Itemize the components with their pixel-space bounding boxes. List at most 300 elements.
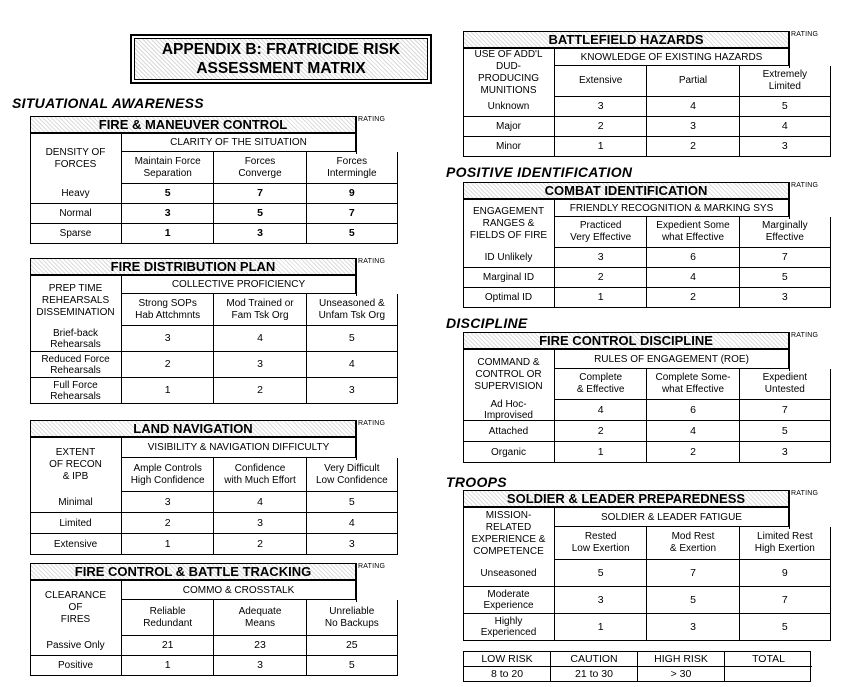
matrix-left-border bbox=[463, 48, 464, 157]
row-label-line: Marginal ID bbox=[482, 272, 535, 283]
column-header-line: Intermingle bbox=[327, 167, 377, 179]
matrix-left-border bbox=[463, 507, 464, 641]
soldier-leader-preparedness-risk-value: 5 bbox=[739, 614, 831, 641]
fire-distribution-plan-risk-value: 3 bbox=[306, 378, 398, 404]
column-header-line: Redundant bbox=[143, 617, 193, 629]
row-label-line: ID Unlikely bbox=[484, 252, 533, 263]
soldier-leader-preparedness-row-label bbox=[463, 587, 554, 614]
fire-distribution-plan-column-header bbox=[121, 294, 214, 326]
combat-identification-risk-value: 4 bbox=[646, 268, 738, 288]
summary-label-total: TOTAL bbox=[725, 652, 812, 667]
combat-identification-risk-value: 7 bbox=[739, 248, 831, 268]
fire-control-discipline-column-header bbox=[739, 369, 831, 400]
battlefield-hazards-subheader: KNOWLEDGE OF EXISTING HAZARDS bbox=[554, 48, 789, 66]
fire-control-discipline-risk-value: 2 bbox=[554, 421, 646, 442]
fire-control-discipline-row-header bbox=[463, 349, 554, 400]
summary-label-low-risk: LOW RISK bbox=[464, 652, 550, 667]
fire-maneuver-control-title: FIRE & MANEUVER CONTROL bbox=[30, 116, 356, 133]
fire-control-discipline-column-header bbox=[646, 369, 739, 400]
column-header-line: Strong SOPs bbox=[138, 297, 197, 309]
fire-maneuver-control-risk-value: 1 bbox=[121, 224, 213, 244]
row-label-line: Attached bbox=[488, 425, 529, 437]
fire-control-battle-tracking-title: FIRE CONTROL & BATTLE TRACKING bbox=[30, 563, 356, 580]
combat-identification-column-header bbox=[739, 217, 831, 248]
combat-identification-risk-value: 2 bbox=[554, 268, 646, 288]
matrix-label-top-border bbox=[463, 48, 554, 49]
combat-identification-risk-value: 5 bbox=[739, 268, 831, 288]
land-navigation-row-header bbox=[30, 437, 121, 492]
soldier-leader-preparedness-column-header bbox=[554, 527, 647, 560]
fire-control-discipline-risk-value: 6 bbox=[646, 400, 738, 421]
matrix-label-top-border bbox=[463, 507, 554, 508]
fire-maneuver-control-column-header bbox=[213, 152, 306, 184]
row-label-line: Extensive bbox=[53, 538, 98, 550]
land-navigation-row-label bbox=[30, 492, 121, 513]
matrix-label-top-border bbox=[463, 199, 554, 200]
column-header-line: Complete bbox=[579, 372, 623, 383]
fire-distribution-plan-risk-value: 2 bbox=[121, 352, 213, 378]
soldier-leader-preparedness-row-label bbox=[463, 560, 554, 587]
rating-divider bbox=[356, 258, 357, 296]
combat-identification-row-label bbox=[463, 268, 554, 288]
column-header-line: Extremely bbox=[762, 69, 808, 80]
column-header-line: Forces bbox=[244, 155, 276, 167]
row-label-line: Limited bbox=[59, 517, 92, 529]
heading-situational-awareness: SITUATIONAL AWARENESS bbox=[12, 95, 204, 111]
combat-identification-risk-value: 2 bbox=[646, 288, 738, 308]
fire-maneuver-control-row-header bbox=[30, 133, 121, 184]
summary-label-caution: CAUTION bbox=[551, 652, 637, 667]
row-label-line: Positive bbox=[57, 660, 93, 671]
fire-control-discipline-subheader: RULES OF ENGAGEMENT (ROE) bbox=[554, 349, 789, 369]
land-navigation-matrix bbox=[30, 420, 398, 555]
battlefield-hazards-row-label bbox=[463, 117, 554, 137]
fire-maneuver-control-risk-value: 5 bbox=[121, 184, 213, 204]
land-navigation-row-label bbox=[30, 534, 121, 555]
column-header-line: Forces bbox=[336, 155, 368, 167]
fire-control-discipline-risk-value: 3 bbox=[739, 442, 831, 463]
rating-label: RATING bbox=[358, 420, 386, 427]
row-label-line: Improvised bbox=[484, 410, 533, 421]
fire-control-battle-tracking-row-header bbox=[30, 580, 121, 636]
fire-distribution-plan-row-label bbox=[30, 378, 121, 404]
battlefield-hazards-risk-value: 5 bbox=[739, 97, 831, 117]
combat-identification-subheader: FRIENDLY RECOGNITION & MARKING SYS bbox=[554, 199, 789, 217]
rating-label: RATING bbox=[358, 258, 386, 265]
column-header-line: Partial bbox=[678, 75, 708, 86]
battlefield-hazards-row-label bbox=[463, 137, 554, 157]
combat-identification-row-header-line: FIELDS OF FIRE bbox=[469, 229, 548, 241]
combat-identification-column-header bbox=[554, 217, 647, 248]
column-header-line: Hab Attchmnts bbox=[135, 309, 201, 321]
matrix-right-border bbox=[397, 294, 398, 326]
row-label-line: Optimal ID bbox=[484, 292, 533, 303]
column-header-line: Untested bbox=[764, 384, 805, 395]
fire-control-battle-tracking-row-header-line: FIRES bbox=[60, 614, 91, 625]
fire-control-discipline-column-header bbox=[554, 369, 647, 400]
matrix-left-border bbox=[30, 437, 31, 555]
fire-maneuver-control-column-header bbox=[121, 152, 214, 184]
row-label-line: Heavy bbox=[61, 188, 90, 199]
column-header-line: Very Difficult bbox=[324, 462, 380, 474]
battlefield-hazards-risk-value: 3 bbox=[739, 137, 831, 157]
land-navigation-risk-value: 4 bbox=[213, 492, 305, 513]
rating-divider bbox=[356, 563, 357, 602]
fire-distribution-plan-row-label bbox=[30, 326, 121, 352]
land-navigation-risk-value: 4 bbox=[306, 513, 398, 534]
fire-control-battle-tracking-matrix bbox=[30, 563, 398, 676]
battlefield-hazards-matrix bbox=[463, 31, 831, 157]
battlefield-hazards-risk-value: 4 bbox=[646, 97, 738, 117]
matrix-label-top-border bbox=[30, 437, 121, 438]
summary-label-high-risk: HIGH RISK bbox=[638, 652, 724, 667]
battlefield-hazards-column-header bbox=[646, 66, 739, 97]
fire-control-battle-tracking-row-header-line: CLEARANCE bbox=[44, 590, 107, 601]
column-header-line: & Exertion bbox=[669, 543, 717, 554]
fire-maneuver-control-row-label bbox=[30, 184, 121, 204]
matrix-left-border bbox=[30, 580, 31, 676]
combat-identification-row-label bbox=[463, 248, 554, 268]
column-header-line: Separation bbox=[143, 167, 192, 179]
fire-maneuver-control-row-header-line: DENSITY OF bbox=[45, 146, 106, 158]
column-header-line: Unreliable bbox=[329, 605, 375, 617]
battlefield-hazards-risk-value: 3 bbox=[554, 97, 646, 117]
land-navigation-subheader: VISIBILITY & NAVIGATION DIFFICULTY bbox=[121, 437, 356, 458]
row-label-line: Ad Hoc- bbox=[490, 399, 527, 410]
matrix-label-top-border bbox=[463, 349, 554, 350]
land-navigation-row-header-line: & IPB bbox=[62, 470, 89, 482]
rating-divider bbox=[789, 332, 790, 371]
row-label-line: Reduced Force bbox=[41, 353, 110, 365]
soldier-leader-preparedness-row-header-line: MISSION- bbox=[485, 509, 532, 521]
combat-identification-column-header bbox=[646, 217, 739, 248]
row-label-line: Minimal bbox=[58, 496, 93, 508]
battlefield-hazards-risk-value: 3 bbox=[646, 117, 738, 137]
fire-distribution-plan-risk-value: 3 bbox=[121, 326, 213, 352]
battlefield-hazards-risk-value: 2 bbox=[554, 117, 646, 137]
fire-distribution-plan-risk-value: 1 bbox=[121, 378, 213, 404]
column-header-line: Maintain Force bbox=[134, 155, 201, 167]
row-label-line: Moderate bbox=[487, 589, 530, 600]
fire-control-battle-tracking-column-header bbox=[306, 600, 398, 636]
combat-identification-row-header bbox=[463, 199, 554, 248]
combat-identification-risk-value: 1 bbox=[554, 288, 646, 308]
matrix-right-border bbox=[397, 458, 398, 492]
matrix-right-border bbox=[830, 527, 831, 560]
appendix-title-line2: ASSESSMENT MATRIX bbox=[196, 60, 366, 77]
column-header-line: what Effective bbox=[661, 232, 725, 243]
fire-control-battle-tracking-row-label bbox=[30, 656, 121, 676]
soldier-leader-preparedness-risk-value: 9 bbox=[739, 560, 831, 587]
fire-distribution-plan-row-label bbox=[30, 352, 121, 378]
rating-label: RATING bbox=[358, 116, 386, 123]
battlefield-hazards-row-header bbox=[463, 48, 554, 97]
soldier-leader-preparedness-row-label bbox=[463, 614, 554, 641]
land-navigation-risk-value: 3 bbox=[121, 492, 213, 513]
soldier-leader-preparedness-row-header bbox=[463, 507, 554, 560]
matrix-right-border bbox=[830, 217, 831, 248]
column-header-line: Reliable bbox=[149, 605, 186, 617]
row-label-line: Rehearsals bbox=[50, 364, 101, 376]
column-header-line: Very Effective bbox=[570, 232, 632, 243]
column-header-line: Confidence bbox=[234, 462, 286, 474]
fire-maneuver-control-risk-value: 9 bbox=[306, 184, 398, 204]
column-header-line: & Effective bbox=[576, 384, 625, 395]
column-header-line: Mod Rest bbox=[671, 531, 715, 542]
column-header-line: Effective bbox=[765, 232, 804, 243]
soldier-leader-preparedness-row-header-line: COMPETENCE bbox=[473, 545, 544, 557]
rating-divider bbox=[789, 31, 790, 68]
rating-divider bbox=[356, 116, 357, 154]
row-label-line: Sparse bbox=[59, 228, 92, 239]
combat-identification-row-header-line: RANGES & bbox=[482, 217, 535, 229]
fire-control-discipline-risk-value: 1 bbox=[554, 442, 646, 463]
column-header-line: No Backups bbox=[324, 617, 379, 629]
battlefield-hazards-row-header-line: MUNITIONS bbox=[480, 84, 537, 96]
battlefield-hazards-risk-value: 4 bbox=[739, 117, 831, 137]
soldier-leader-preparedness-matrix bbox=[463, 490, 831, 641]
row-label-line: Normal bbox=[59, 208, 92, 219]
combat-identification-row-label bbox=[463, 288, 554, 308]
column-header-line: Rested bbox=[584, 531, 617, 542]
fire-maneuver-control-risk-value: 5 bbox=[306, 224, 398, 244]
land-navigation-risk-value: 2 bbox=[213, 534, 305, 555]
soldier-leader-preparedness-risk-value: 3 bbox=[554, 587, 646, 614]
land-navigation-row-header-line: EXTENT bbox=[55, 446, 96, 458]
battlefield-hazards-risk-value: 2 bbox=[646, 137, 738, 157]
summary-value-caution: 21 to 30 bbox=[575, 667, 613, 680]
column-header-line: Fam Tsk Org bbox=[231, 309, 289, 321]
rating-divider bbox=[789, 490, 790, 529]
soldier-leader-preparedness-row-header-line: EXPERIENCE & bbox=[471, 533, 546, 545]
combat-identification-risk-value: 3 bbox=[739, 288, 831, 308]
rating-divider bbox=[789, 182, 790, 219]
fire-distribution-plan-risk-value: 2 bbox=[213, 378, 305, 404]
column-header-line: Limited Rest bbox=[757, 531, 813, 542]
heading-troops: TROOPS bbox=[446, 474, 507, 490]
fire-maneuver-control-matrix bbox=[30, 116, 398, 244]
battlefield-hazards-title: BATTLEFIELD HAZARDS bbox=[463, 31, 789, 48]
rating-label: RATING bbox=[358, 563, 386, 570]
column-header-line: High Confidence bbox=[130, 474, 205, 486]
column-header-line: Extensive bbox=[578, 75, 623, 86]
fire-distribution-plan-row-header bbox=[30, 275, 121, 326]
matrix-right-border bbox=[830, 369, 831, 400]
land-navigation-row-label bbox=[30, 513, 121, 534]
rating-label: RATING bbox=[791, 182, 819, 189]
fire-distribution-plan-risk-value: 3 bbox=[213, 352, 305, 378]
row-label-line: Brief-back bbox=[52, 327, 98, 339]
appendix-title-line1: APPENDIX B: FRATRICIDE RISK bbox=[161, 41, 401, 58]
soldier-leader-preparedness-risk-value: 7 bbox=[739, 587, 831, 614]
column-header-line: Complete Some- bbox=[655, 372, 731, 383]
fire-control-discipline-risk-value: 2 bbox=[646, 442, 738, 463]
row-label-line: Full Force bbox=[53, 379, 98, 391]
matrix-right-border bbox=[397, 600, 398, 636]
matrix-label-top-border bbox=[30, 580, 121, 581]
fire-control-discipline-matrix bbox=[463, 332, 831, 463]
land-navigation-row-header-line: OF RECON bbox=[49, 458, 102, 470]
fire-control-battle-tracking-risk-value: 3 bbox=[213, 656, 305, 676]
soldier-leader-preparedness-risk-value: 5 bbox=[554, 560, 646, 587]
fire-control-battle-tracking-risk-value: 25 bbox=[306, 636, 398, 656]
battlefield-hazards-row-label bbox=[463, 97, 554, 117]
land-navigation-risk-value: 2 bbox=[121, 513, 213, 534]
fire-maneuver-control-risk-value: 7 bbox=[213, 184, 305, 204]
fire-control-discipline-risk-value: 4 bbox=[646, 421, 738, 442]
heading-positive-identification: POSITIVE IDENTIFICATION bbox=[446, 164, 633, 180]
land-navigation-risk-value: 3 bbox=[306, 534, 398, 555]
combat-identification-matrix bbox=[463, 182, 831, 308]
battlefield-hazards-row-header-line: PRODUCING bbox=[477, 72, 540, 84]
row-label-line: Minor bbox=[495, 141, 521, 152]
matrix-right-border bbox=[397, 152, 398, 184]
land-navigation-column-header bbox=[213, 458, 306, 492]
fire-control-discipline-row-header-line: CONTROL OR bbox=[475, 368, 542, 380]
risk-summary-table bbox=[463, 651, 811, 682]
matrix-left-border bbox=[463, 199, 464, 308]
row-label-line: Rehearsals bbox=[50, 338, 101, 350]
battlefield-hazards-column-header bbox=[554, 66, 647, 97]
matrix-label-top-border bbox=[30, 133, 121, 134]
soldier-leader-preparedness-column-header bbox=[739, 527, 831, 560]
soldier-leader-preparedness-risk-value: 3 bbox=[646, 614, 738, 641]
fire-distribution-plan-risk-value: 4 bbox=[213, 326, 305, 352]
rating-label: RATING bbox=[791, 332, 819, 339]
fire-control-battle-tracking-risk-value: 5 bbox=[306, 656, 398, 676]
column-header-line: Expedient Some bbox=[656, 220, 730, 231]
combat-identification-title: COMBAT IDENTIFICATION bbox=[463, 182, 789, 199]
fire-control-discipline-risk-value: 5 bbox=[739, 421, 831, 442]
row-label-line: Organic bbox=[490, 446, 526, 458]
land-navigation-risk-value: 1 bbox=[121, 534, 213, 555]
summary-value-total bbox=[725, 667, 812, 681]
appendix-title-box bbox=[130, 34, 432, 84]
fire-distribution-plan-risk-value: 4 bbox=[306, 352, 398, 378]
soldier-leader-preparedness-subheader: SOLDIER & LEADER FATIGUE bbox=[554, 507, 789, 527]
column-header-line: what Effective bbox=[661, 384, 725, 395]
fire-distribution-plan-column-header bbox=[213, 294, 306, 326]
rating-label: RATING bbox=[791, 490, 819, 497]
fire-maneuver-control-risk-value: 3 bbox=[121, 204, 213, 224]
fire-maneuver-control-subheader: CLARITY OF THE SITUATION bbox=[121, 133, 356, 152]
row-label-line: Experienced bbox=[480, 627, 537, 638]
column-header-line: High Exertion bbox=[754, 543, 815, 554]
fire-maneuver-control-row-header-line: FORCES bbox=[54, 158, 97, 170]
fire-control-battle-tracking-risk-value: 21 bbox=[121, 636, 213, 656]
column-header-line: Ample Controls bbox=[133, 462, 202, 474]
fire-maneuver-control-risk-value: 5 bbox=[213, 204, 305, 224]
column-header-line: Practiced bbox=[579, 220, 622, 231]
column-header-line: Mod Trained or bbox=[226, 297, 294, 309]
battlefield-hazards-row-header-line: USE OF ADD'L bbox=[474, 48, 543, 60]
matrix-left-border bbox=[30, 133, 31, 244]
fire-control-discipline-row-label bbox=[463, 442, 554, 463]
combat-identification-risk-value: 6 bbox=[646, 248, 738, 268]
fire-distribution-plan-title: FIRE DISTRIBUTION PLAN bbox=[30, 258, 356, 275]
fire-control-battle-tracking-subheader: COMMO & CROSSTALK bbox=[121, 580, 356, 600]
matrix-left-border bbox=[463, 349, 464, 463]
matrix-left-border bbox=[30, 275, 31, 404]
battlefield-hazards-risk-value: 1 bbox=[554, 137, 646, 157]
fire-distribution-plan-row-header-line: DISSEMINATION bbox=[36, 306, 115, 318]
fire-control-battle-tracking-column-header bbox=[121, 600, 214, 636]
row-label-line: Unseasoned bbox=[480, 567, 537, 579]
fire-maneuver-control-row-label bbox=[30, 224, 121, 244]
fire-control-discipline-row-header-line: SUPERVISION bbox=[474, 380, 543, 392]
soldier-leader-preparedness-risk-value: 1 bbox=[554, 614, 646, 641]
fire-control-discipline-title: FIRE CONTROL DISCIPLINE bbox=[463, 332, 789, 349]
column-header-line: Adequate bbox=[238, 605, 282, 617]
fire-maneuver-control-column-header bbox=[306, 152, 398, 184]
fire-distribution-plan-risk-value: 5 bbox=[306, 326, 398, 352]
column-header-line: Unseasoned & bbox=[319, 297, 385, 309]
column-header-line: Low Exertion bbox=[571, 543, 630, 554]
battlefield-hazards-column-header bbox=[739, 66, 831, 97]
land-navigation-column-header bbox=[306, 458, 398, 492]
soldier-leader-preparedness-risk-value: 5 bbox=[646, 587, 738, 614]
column-header-line: Unfam Tsk Org bbox=[318, 309, 386, 321]
fire-control-battle-tracking-row-header-line: OF bbox=[68, 602, 83, 613]
row-label-line: Highly bbox=[494, 616, 523, 627]
row-label-line: Major bbox=[495, 121, 521, 132]
fire-distribution-plan-column-header bbox=[306, 294, 398, 326]
fire-control-battle-tracking-risk-value: 1 bbox=[121, 656, 213, 676]
matrix-label-top-border bbox=[30, 275, 121, 276]
land-navigation-title: LAND NAVIGATION bbox=[30, 420, 356, 437]
heading-discipline: DISCIPLINE bbox=[446, 315, 528, 331]
combat-identification-row-header-line: ENGAGEMENT bbox=[472, 205, 545, 217]
row-label-line: Experience bbox=[483, 600, 534, 611]
soldier-leader-preparedness-column-header bbox=[646, 527, 739, 560]
fire-distribution-plan-row-header-line: PREP TIME bbox=[48, 282, 103, 294]
column-header-line: Means bbox=[244, 617, 275, 629]
row-label-line: Rehearsals bbox=[50, 390, 101, 402]
fire-distribution-plan-matrix bbox=[30, 258, 398, 404]
fire-control-battle-tracking-column-header bbox=[213, 600, 306, 636]
column-header-line: with Much Effort bbox=[224, 474, 296, 486]
land-navigation-column-header bbox=[121, 458, 214, 492]
row-label-line: Unknown bbox=[487, 101, 530, 112]
fire-control-battle-tracking-row-label bbox=[30, 636, 121, 656]
battlefield-hazards-row-header-line: DUD- bbox=[496, 60, 521, 72]
land-navigation-risk-value: 5 bbox=[306, 492, 398, 513]
summary-value-low-risk: 8 to 20 bbox=[490, 667, 524, 680]
land-navigation-risk-value: 3 bbox=[213, 513, 305, 534]
column-header-line: Low Confidence bbox=[315, 474, 388, 486]
fire-maneuver-control-risk-value: 3 bbox=[213, 224, 305, 244]
column-header-line: Marginally bbox=[762, 220, 808, 231]
fire-control-discipline-risk-value: 7 bbox=[739, 400, 831, 421]
matrix-right-border bbox=[830, 66, 831, 97]
column-header-line: Converge bbox=[238, 167, 282, 179]
rating-divider bbox=[356, 420, 357, 460]
rating-label: RATING bbox=[791, 31, 819, 38]
fire-control-discipline-row-label bbox=[463, 421, 554, 442]
fire-control-discipline-row-header-line: COMMAND & bbox=[477, 356, 540, 368]
fire-control-battle-tracking-risk-value: 23 bbox=[213, 636, 305, 656]
fire-maneuver-control-row-label bbox=[30, 204, 121, 224]
column-header-line: Limited bbox=[768, 81, 801, 92]
fire-distribution-plan-row-header-line: REHEARSALS bbox=[41, 294, 110, 306]
soldier-leader-preparedness-row-header-line: RELATED bbox=[485, 521, 532, 533]
fire-distribution-plan-subheader: COLLECTIVE PROFICIENCY bbox=[121, 275, 356, 294]
row-label-line: Passive Only bbox=[46, 640, 105, 651]
column-header-line: Expedient bbox=[762, 372, 808, 383]
soldier-leader-preparedness-risk-value: 7 bbox=[646, 560, 738, 587]
fire-maneuver-control-risk-value: 7 bbox=[306, 204, 398, 224]
fire-control-discipline-risk-value: 4 bbox=[554, 400, 646, 421]
